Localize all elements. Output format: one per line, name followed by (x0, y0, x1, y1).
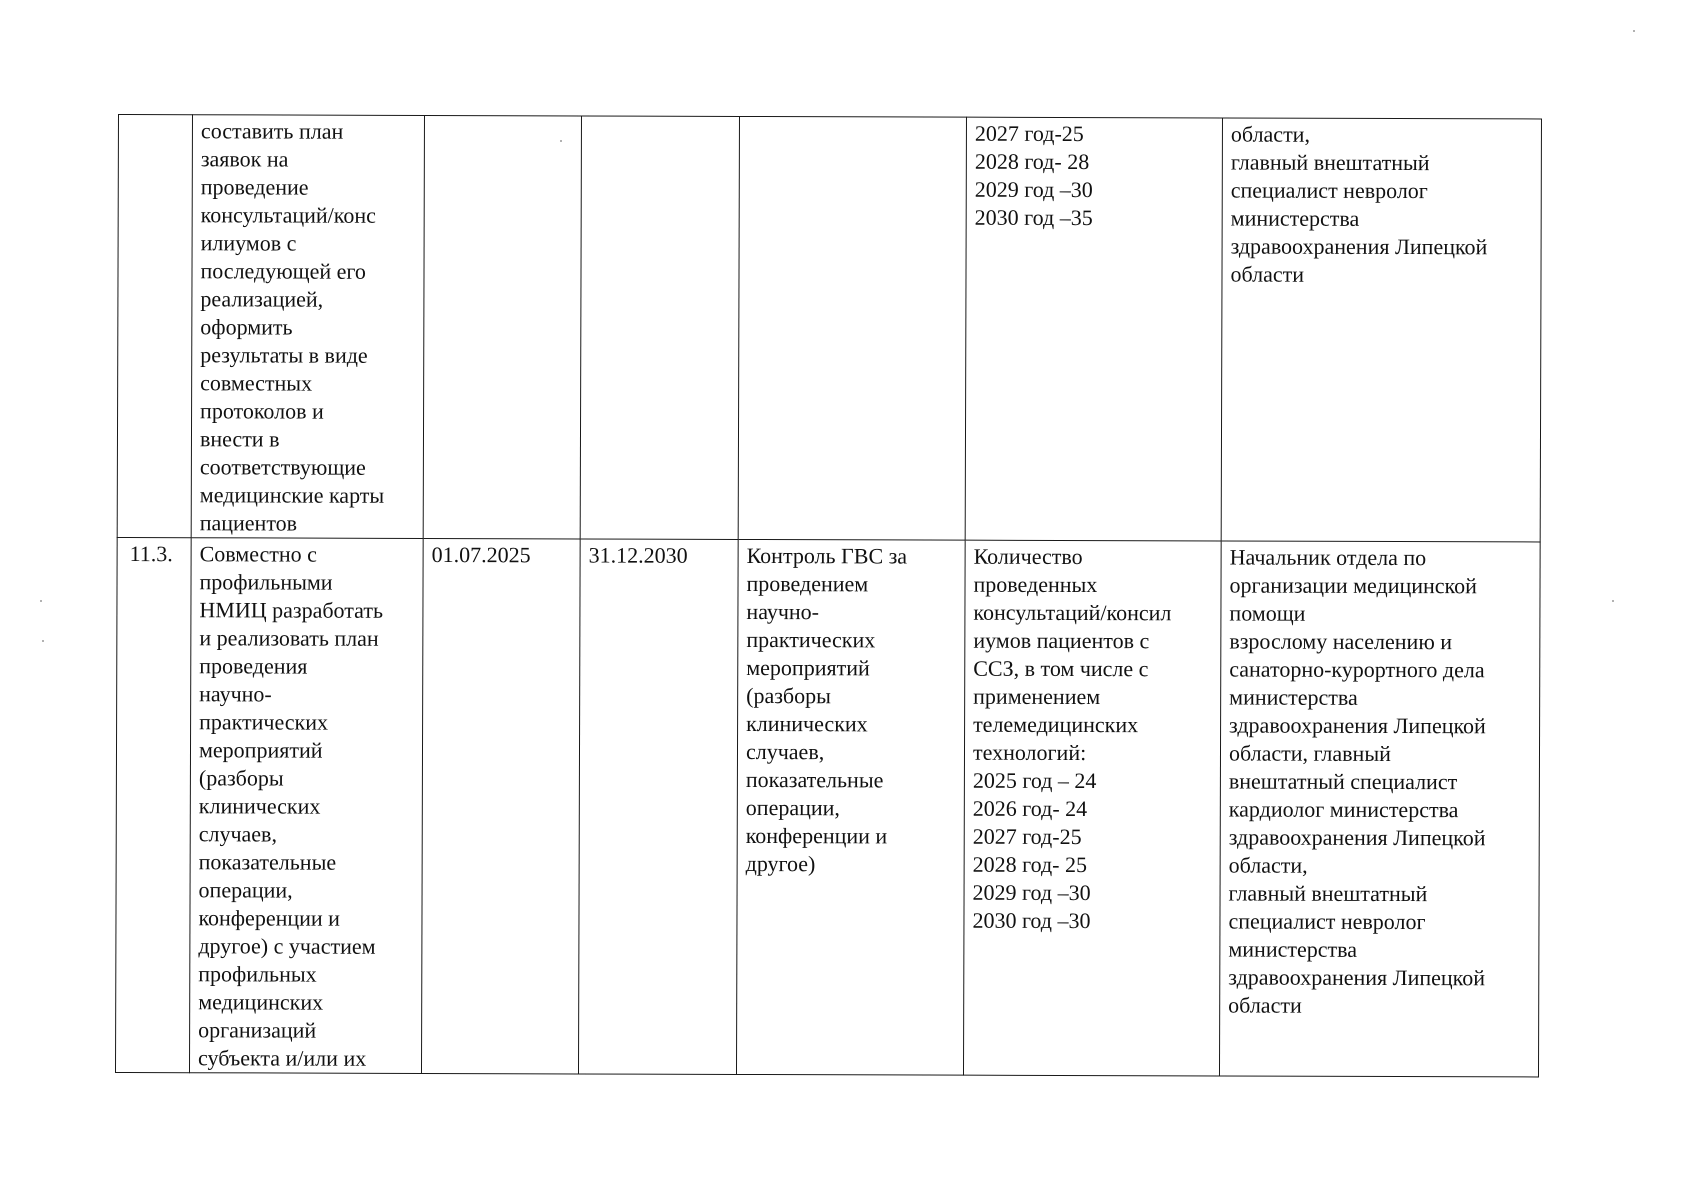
cell-text-line: другое) с участием (198, 933, 376, 959)
cell-text-line: 2029 год –30 (974, 176, 1093, 203)
cell-text-line: проведение (200, 174, 309, 200)
cell-text-line: проведения (199, 653, 308, 679)
responsible-cell (1219, 541, 1540, 1077)
cell-text-line: телемедицинских (973, 711, 1139, 738)
cell-text-line: области, главный (1228, 740, 1391, 767)
cell-text-line: ССЗ, в том числе с (973, 655, 1149, 682)
indicator-cell (963, 540, 1221, 1076)
cell-text-line: министерства (1229, 684, 1358, 710)
cell-text-line: внештатный специалист (1228, 768, 1458, 795)
cell-text-line: научно- (199, 681, 272, 707)
cell-text-line: организаций (198, 1017, 317, 1043)
cell-text-line: области (1230, 261, 1305, 287)
cell-text-line: здравоохранения Липецкой (1228, 964, 1486, 991)
cell-text-line: министерства (1228, 936, 1358, 962)
cell-text-line: внести в (199, 426, 280, 452)
cell-text-line: заявок на (200, 146, 289, 172)
cell-text-line: соответствующие (199, 454, 366, 480)
cell-text-line: профильных (198, 961, 317, 987)
cell-text-line: профильными (199, 569, 333, 595)
cell-text-line: научно- (746, 598, 820, 625)
cell-text-line: применением (973, 683, 1101, 710)
result-cell (738, 116, 966, 540)
cell-text-line: иумов пациентов с (973, 627, 1150, 654)
cell-text-line: илиумов с (200, 230, 297, 256)
cell-text-line: главный внештатный (1230, 149, 1430, 176)
scan-speck (42, 640, 44, 642)
cell-text-line: клинических (198, 793, 321, 819)
cell-text-line: консультаций/конс (200, 202, 376, 228)
cell-text-line: составить план (200, 118, 344, 144)
plan-table (115, 114, 1542, 1077)
cell-text-line: реализацией, (200, 286, 324, 312)
cell-text-line: совместных (200, 370, 313, 396)
cell-text-line: Совместно с (199, 541, 318, 567)
scan-speck (40, 600, 42, 602)
end-date: 31.12.2030 (588, 542, 688, 568)
cell-text-line: здравоохранения Липецкой (1228, 824, 1486, 851)
cell-text-line: помощи (1229, 600, 1306, 626)
task-cell (189, 538, 423, 1074)
cell-text-line: показательные (745, 766, 884, 793)
table-row (117, 115, 1541, 542)
cell-text-line: мероприятий (198, 737, 323, 763)
cell-text-line: Начальник отдела по (1229, 544, 1427, 571)
cell-text-line: области, (1228, 852, 1308, 878)
cell-text-line: конференции и (745, 822, 888, 849)
cell-text-line: клинических (746, 710, 868, 737)
start-date-cell (421, 538, 580, 1073)
cell-text-line: главный внештатный (1228, 880, 1428, 907)
cell-text-line: здравоохранения Липецкой (1230, 233, 1488, 260)
scan-speck (560, 140, 562, 142)
cell-text-line: конференции и (198, 905, 341, 931)
cell-text-line: субъекта и/или их (197, 1045, 367, 1071)
cell-text-line: технологий: (972, 739, 1087, 766)
cell-text-line: консультаций/консил (973, 599, 1172, 626)
cell-text-line: 2029 год –30 (972, 879, 1091, 906)
cell-text-line: НМИЦ разработать (199, 597, 384, 623)
row-number-cell (117, 115, 192, 538)
cell-text-line: практических (746, 626, 876, 653)
cell-text-line: 2027 год-25 (972, 823, 1082, 850)
cell-text-line: санаторно-курортного дела (1229, 656, 1485, 683)
scan-speck (1633, 30, 1635, 32)
cell-text-line: области, (1230, 121, 1311, 147)
cell-text-line: практических (199, 709, 329, 735)
cell-text-line: области (1228, 992, 1302, 1018)
start-date: 01.07.2025 (431, 541, 531, 568)
cell-text-line: проведенных (973, 571, 1098, 598)
cell-text-line: взрослому населению и (1229, 628, 1453, 655)
cell-text-line: 2030 год –30 (972, 907, 1091, 934)
cell-text-line: пациентов (199, 510, 298, 536)
row-number-cell (115, 537, 191, 1072)
start-date-cell (423, 115, 581, 538)
cell-text-line: кардиолог министерства (1228, 796, 1459, 823)
end-date-cell (580, 116, 739, 539)
cell-text-line: и реализовать план (199, 625, 379, 651)
cell-text-line: медицинских (198, 989, 324, 1015)
cell-text-line: 2026 год- 24 (972, 795, 1088, 822)
cell-text-line: мероприятий (746, 654, 870, 681)
cell-text-line: организации медицинской (1229, 572, 1477, 599)
responsible-cell (1221, 118, 1541, 542)
cell-text-line: случаев, (745, 738, 825, 765)
cell-text-line: (разборы (198, 765, 284, 791)
cell-text-line: другое) (745, 850, 816, 877)
cell-text-line: операции, (745, 794, 840, 821)
scan-speck (1612, 600, 1614, 602)
row-number: 11.3. (129, 541, 173, 567)
cell-text-line: министерства (1230, 205, 1360, 231)
cell-text-line: случаев, (198, 821, 278, 847)
result-cell (736, 539, 965, 1075)
end-date-cell (578, 539, 738, 1074)
cell-text-line: последующей его (200, 258, 366, 284)
cell-text-line: специалист невролог (1230, 177, 1428, 204)
cell-text-line: проведением (746, 570, 869, 597)
cell-text-line: 2030 год –35 (974, 204, 1093, 231)
cell-text-line: 2025 год – 24 (972, 767, 1097, 794)
cell-text-line: 2027 год-25 (974, 120, 1084, 147)
indicator-cell (965, 117, 1222, 541)
table-row (115, 537, 1540, 1076)
cell-text-line: показательные (198, 849, 337, 875)
cell-text-line: 2028 год- 25 (972, 851, 1088, 878)
cell-text-line: протоколов и (200, 398, 324, 424)
cell-text-line: операции, (198, 877, 293, 903)
task-cell (191, 115, 424, 539)
cell-text-line: 2028 год- 28 (974, 148, 1090, 175)
cell-text-line: Количество (973, 543, 1083, 570)
cell-text-line: здравоохранения Липецкой (1229, 712, 1486, 739)
cell-text-line: медицинские карты (199, 482, 385, 508)
cell-text-line: Контроль ГВС за (746, 542, 908, 569)
cell-text-line: (разборы (746, 682, 831, 709)
cell-text-line: оформить (200, 314, 293, 340)
cell-text-line: специалист невролог (1228, 908, 1426, 935)
cell-text-line: результаты в виде (200, 342, 368, 368)
